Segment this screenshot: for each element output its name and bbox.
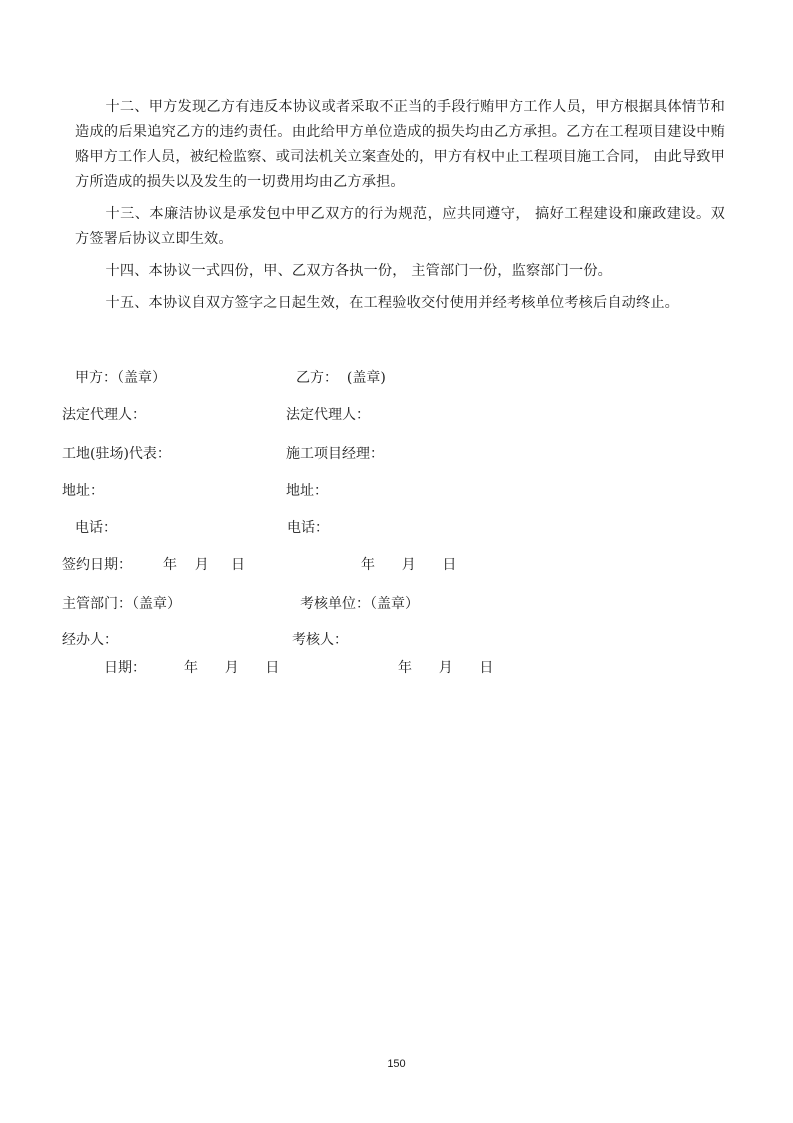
clause-14: 十四、本协议一式四份，甲、乙双方各执一份， 主管部门一份，监察部门一份。 — [105, 263, 612, 279]
signing-date-label: 签约日期： — [62, 557, 132, 573]
address-b-label: 地址： — [286, 483, 328, 499]
assessor-label: 考核人： — [292, 632, 348, 648]
agreement-clauses — [75, 95, 725, 323]
phone-a-label: 电话： — [75, 520, 117, 536]
clause-15: 十五、本协议自双方签字之日起生效，在工程验收交付使用并经考核单位考核后自动终止。 — [105, 295, 680, 311]
signing-date-b: 年 月 日 — [361, 557, 457, 573]
page-number: 150 — [387, 1058, 406, 1070]
party-a-seal-label: 甲方：（盖章） — [75, 370, 166, 386]
assessment-unit-label: 考核单位：（盖章） — [300, 596, 419, 612]
legal-representative-b-label: 法定代理人： — [286, 407, 370, 423]
date-a: 年 月 日 — [184, 660, 280, 676]
clause-13: 十三、本廉洁协议是承发包中甲乙双方的行为规范，应共同遵守， 搞好工程建设和廉政建设。双方签署后协议立即生效。 — [75, 206, 725, 247]
date-label: 日期： — [104, 660, 146, 676]
competent-authority-label: 主管部门：（盖章） — [62, 596, 181, 612]
signing-date-a: 年 月 日 — [163, 557, 246, 573]
site-representative-label: 工地(驻场)代表： — [62, 446, 171, 462]
legal-representative-a-label: 法定代理人： — [62, 407, 146, 423]
party-b-seal-label: 乙方： (盖章) — [296, 370, 386, 386]
address-a-label: 地址： — [62, 483, 104, 499]
project-manager-label: 施工项目经理： — [286, 446, 384, 462]
handler-label: 经办人： — [62, 632, 118, 648]
clause-12: 十二、甲方发现乙方有违反本协议或者采取不正当的手段行贿甲方工作人员，甲方根据具体情节和造成的后果追究乙方的违约责任。由此给甲方单位造成的损失均由乙方承担。乙方在工程项目建设中贿赂甲方工作人员，被纪检监察、或司法机关立案查处的，甲方有权中止工程项目施工合同， 由此导致甲方所造成的损失以及发生的一切费用均由乙方承担。 — [75, 99, 725, 190]
phone-b-label: 电话： — [287, 520, 329, 536]
date-b: 年 月 日 — [398, 660, 494, 676]
